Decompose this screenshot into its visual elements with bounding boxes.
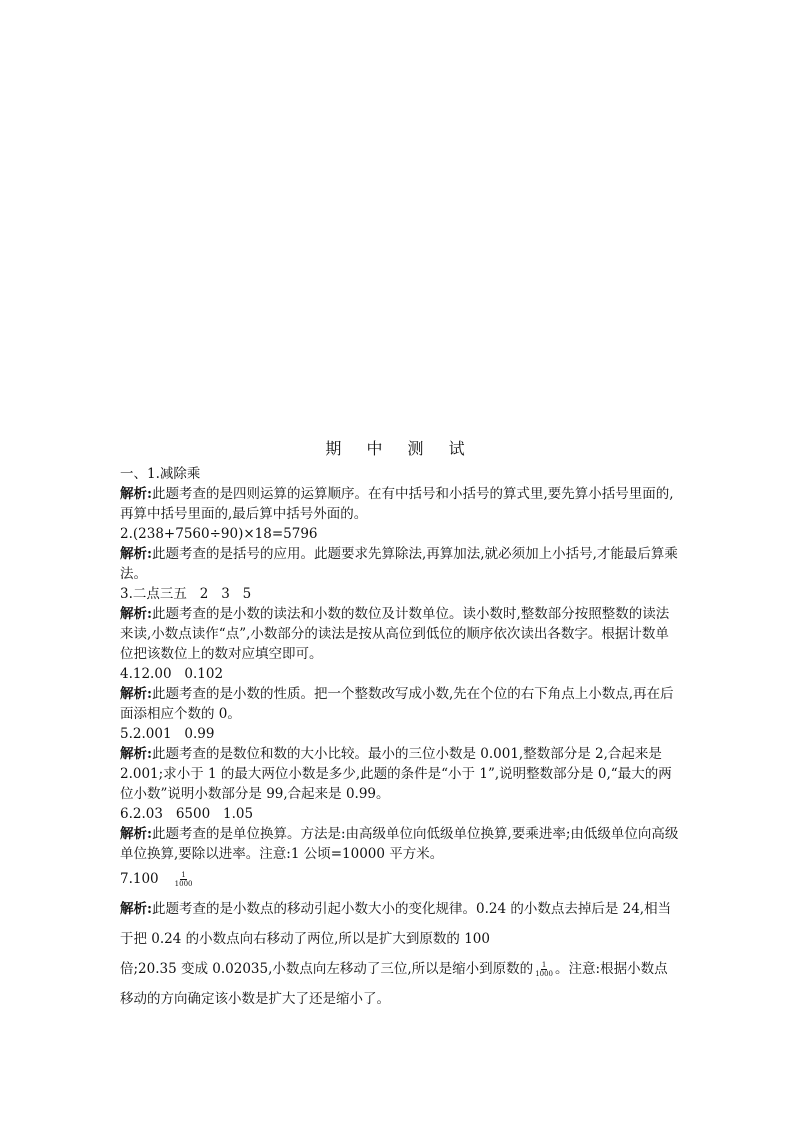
analysis-label: 解析: xyxy=(120,746,152,762)
fraction-numerator: 1 xyxy=(541,961,547,969)
answer-item-5 xyxy=(120,724,680,804)
answer-line: 6.2.03 6500 1.05 xyxy=(120,806,254,822)
fraction xyxy=(535,961,553,978)
analysis-label: 解析: xyxy=(120,826,152,842)
document-page xyxy=(120,438,680,1014)
analysis-body: 此题考查的是单位换算。方法是:由高级单位向低级单位换算,要乘进率;由低级单位向高级单位换算,要除以进率。注意:1 公顷=10000 平方米。 xyxy=(120,826,679,862)
page-title: 期 中 测 试 xyxy=(325,439,475,458)
analysis-text xyxy=(120,544,680,584)
analysis-body: 此题考查的是小数的性质。把一个整数改写成小数,先在个位的右下角点上小数点,再在后面添相应个数的 0。 xyxy=(120,686,674,722)
answer-item-1 xyxy=(120,464,680,524)
analysis-text xyxy=(120,744,680,804)
fraction-denominator: 1000 xyxy=(174,880,193,888)
analysis-label: 解析: xyxy=(120,686,152,702)
answer-value: 7.100 xyxy=(120,871,159,887)
fraction-denominator: 1000 xyxy=(535,970,554,978)
analysis-label: 解析: xyxy=(120,606,152,622)
answer-item-6 xyxy=(120,804,680,864)
analysis-label: 解析: xyxy=(120,901,152,917)
analysis-body: 此题考查的是四则运算的运算顺序。在有中括号和小括号的算式里,要先算小括号里面的,再算中括号里面的,最后算中括号外面的。 xyxy=(120,486,674,522)
answer-line: 一、1.减除乘 xyxy=(120,466,201,482)
answer-line: 4.12.00 0.102 xyxy=(120,666,224,682)
analysis-text xyxy=(120,484,680,524)
answer-item-2 xyxy=(120,524,680,584)
analysis-text-continued xyxy=(120,954,680,1014)
analysis-body: 此题考查的是括号的应用。此题要求先算除法,再算加法,就必须加上小括号,才能最后算乘法。 xyxy=(120,546,678,582)
analysis-body: 。注意:根据小数点移动的方向确定该小数是扩大了还是缩小了。 xyxy=(120,961,668,1007)
answer-line xyxy=(120,864,680,894)
answer-line: 5.2.001 0.99 xyxy=(120,726,215,742)
answer-line: 3.二点三五 2 3 5 xyxy=(120,586,252,602)
fraction xyxy=(175,871,193,888)
analysis-text xyxy=(120,684,680,724)
analysis-label: 解析: xyxy=(120,546,152,562)
analysis-body: 此题考查的是数位和数的大小比较。最小的三位小数是 0.001,整数部分是 2,合起来是 2.001;求小于 1 的最大两位小数是多少,此题的条件是“小于 1”,说明整数部分是 0,“最大的两位小数”说明小数部分是 99,合起来是 0.99。 xyxy=(120,746,672,802)
analysis-label: 解析: xyxy=(120,486,152,502)
analysis-text xyxy=(120,824,680,864)
fraction-numerator: 1 xyxy=(181,871,186,879)
analysis-body: 倍;20.35 变成 0.02035,小数点向左移动了三位,所以是缩小到原数的 xyxy=(120,961,534,977)
analysis-body: 此题考查的是小数点的移动引起小数大小的变化规律。0.24 的小数点去掉后是 24,相当于把 0.24 的小数点向右移动了两位,所以是扩大到原数的 100 xyxy=(120,901,672,947)
answer-item-7 xyxy=(120,864,680,1014)
answer-line: 2.(238+7560÷90)×18=5796 xyxy=(120,526,318,542)
analysis-text xyxy=(120,604,680,664)
analysis-text xyxy=(120,894,680,954)
answer-item-3 xyxy=(120,584,680,664)
answer-item-4 xyxy=(120,664,680,724)
analysis-body: 此题考查的是小数的读法和小数的数位及计数单位。读小数时,整数部分按照整数的读法来读,小数点读作“点”,小数部分的读法是按从高位到低位的顺序依次读出各数字。根据计数单位把该数位上的数对应填空即可。 xyxy=(120,606,670,662)
